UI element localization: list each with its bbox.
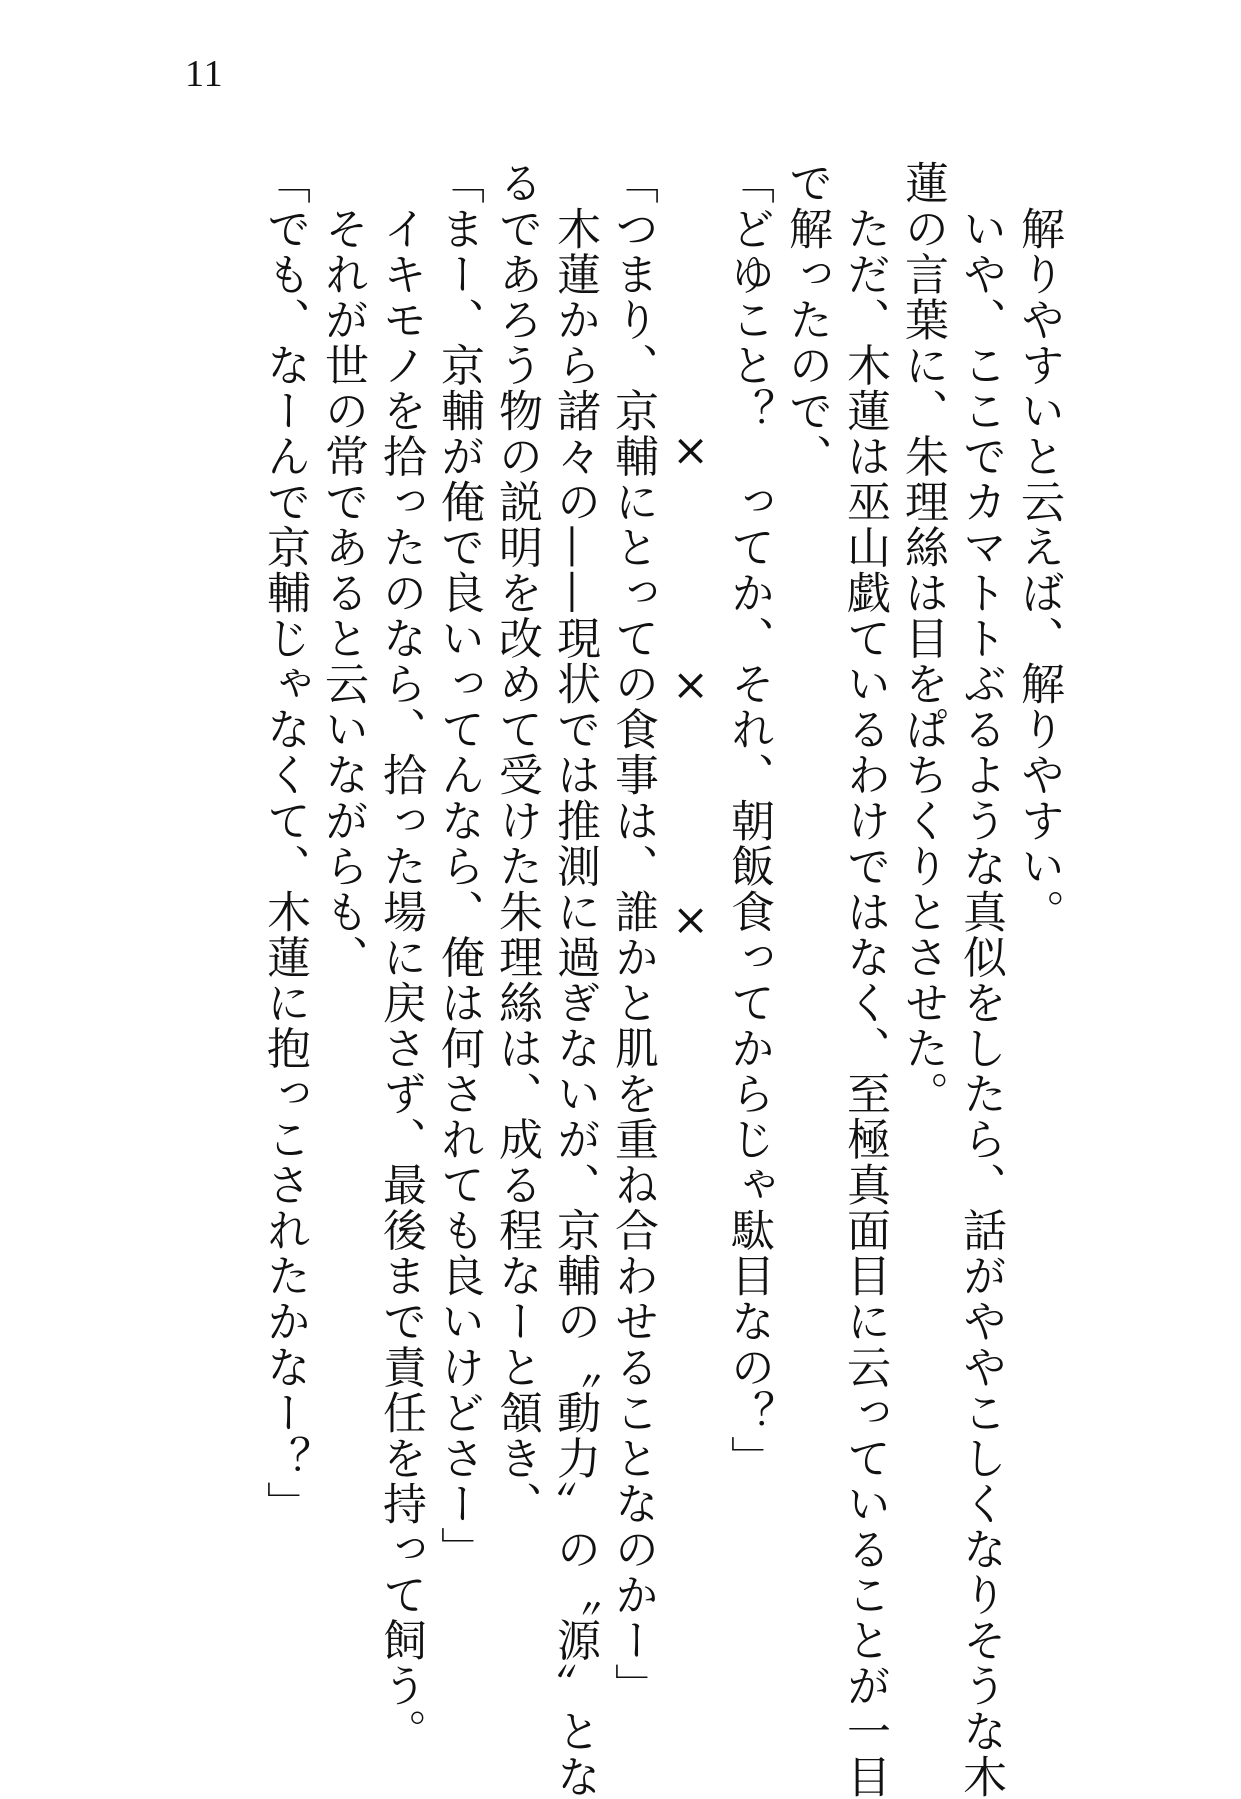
text-line: で解ったので、 — [781, 160, 832, 479]
text-line: ただ、木蓮は巫山戯ているわけではなく、至極真面目に云っていることが一目 — [839, 160, 890, 1799]
text-line: それが世の常であると云いながらも、 — [317, 160, 368, 980]
text-line: 蓮の言葉に、朱理絲は目をぱちくりとさせた。 — [897, 160, 948, 1117]
page-number: 11 — [185, 53, 224, 95]
text-line: るであろう物の説明を改めて受けた朱理絲は、成る程なーと頷き、 — [491, 160, 542, 1527]
text-line: 「でも、なーんで京輔じゃなくて、木蓮に抱っこされたかなー？」 — [259, 160, 310, 1527]
text-line: イキモノを拾ったのなら、拾った場に戻さず、最後まで責任を持って飼う。 — [375, 160, 426, 1754]
text-line: いや、ここでカマトトぶるような真似をしたら、話がややこしくなりそうな木 — [955, 160, 1006, 1799]
text-line: 「まー、京輔が俺で良いってんなら、俺は何されても良いけどさー」 — [433, 160, 484, 1572]
text-line: 木蓮から諸々の——現状では推測に過ぎないが、京輔の〝動力〟の〝源〟とな — [549, 160, 600, 1799]
text-line: 「つまり、京輔にとっての食事は、誰かと肌を重ね合わせることなのかー」 — [607, 160, 658, 1709]
scene-break: × × × — [665, 425, 716, 947]
text-line: 解りやすいと云えば、解りやすい。 — [1013, 160, 1064, 935]
vertical-text-body — [167, 160, 1067, 1799]
text-line: 「どゆこと？ ってか、それ、朝飯食ってからじゃ駄目なの？」 — [723, 160, 774, 1481]
